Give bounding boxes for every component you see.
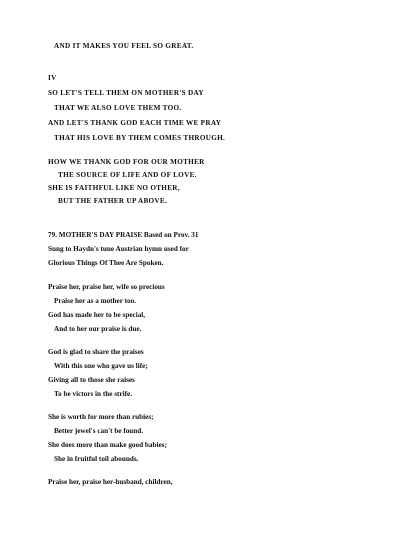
hymn-line: God is glad to share the praises [48, 348, 144, 356]
verse-line: AND LET'S THANK GOD EACH TIME WE PRAY [48, 119, 222, 127]
hymn-line: She is worth for more than rubies; [48, 413, 154, 421]
hymn-line: Praise her as a mother too. [54, 297, 136, 305]
hymn-line: God has made her to be special, [48, 311, 146, 319]
chorus-line: BUT THE FATHER UP ABOVE. [58, 197, 168, 205]
hymn-line: Praise her, praise her, wife so precious [48, 283, 165, 291]
verse-line: THAT WE ALSO LOVE THEM TOO. [54, 104, 182, 112]
hymn-line: To be victors in the strife. [54, 390, 132, 398]
chorus-line: THE SOURCE OF LIFE AND OF LOVE. [58, 171, 197, 179]
hymn-line: She in fruitful toil abounds. [54, 455, 139, 463]
verse-number: IV [48, 74, 57, 82]
hymn-line: And to her our praise is due. [54, 325, 142, 333]
chorus-line: HOW WE THANK GOD FOR OUR MOTHER [48, 158, 205, 166]
hymn-line: She does more than make good babies; [48, 441, 167, 449]
verse-line: THAT HIS LOVE BY THEM COMES THROUGH. [54, 134, 226, 142]
verse-line: AND IT MAKES YOU FEEL SO GREAT. [54, 42, 194, 50]
hymn-line: With this one who gave us life; [54, 362, 148, 370]
hymn-line: Giving all to those she raises [48, 376, 135, 384]
hymn-line: Better jewel's can't be found. [54, 427, 144, 435]
verse-line: SO LET'S TELL THEM ON MOTHER'S DAY [48, 89, 204, 97]
hymn-heading: 79. MOTHER'S DAY PRAISE Based on Prov. 31 [48, 231, 199, 239]
hymn-line: Praise her, praise her-husband, children, [48, 478, 173, 486]
hymn-tune-note: Sung to Haydn's tune Austrian hymn used for [48, 245, 189, 253]
hymn-tune-note: Glorious Things Of Thee Are Spoken. [48, 259, 164, 267]
chorus-line: SHE IS FAITHFUL LIKE NO OTHER, [48, 184, 180, 192]
